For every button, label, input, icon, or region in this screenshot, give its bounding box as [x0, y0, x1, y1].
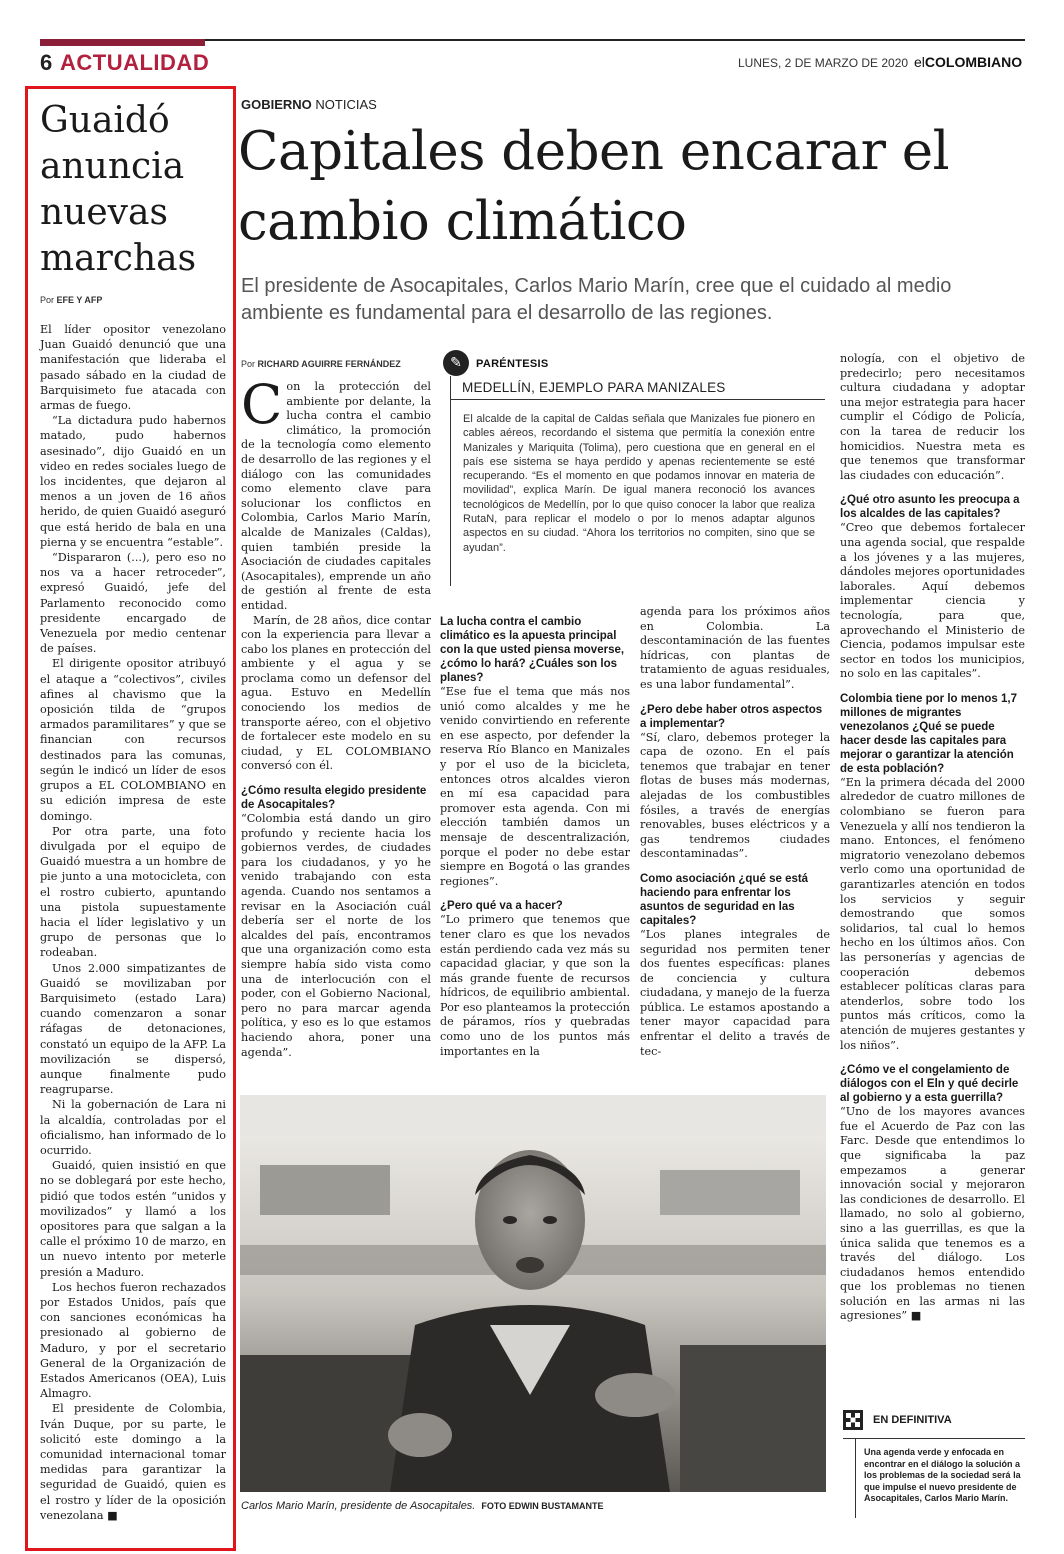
quill-icon: ✎ — [443, 350, 469, 376]
logo-name: COLOMBIANO — [924, 54, 1023, 70]
checker-icon-svg — [843, 1410, 863, 1430]
en-definitiva-rule — [843, 1438, 1025, 1439]
parentesis-body: El alcalde de la capital de Caldas señala que Manizales fue pionero en cables aéreos, recordando el sistema que permitía la conexión entre Manizales y Mariquita (Tolima), pero cuestiona que en general en el país ese sistema se haya perdido y apenas recientemente se esté recuperando. “Es el momento en que podamos innovar en materia de movilidad”, explica Marín. De igual manera reconoció los avances tecnológicos de Medellín, por lo que quiso conocer la labor que realiza RutaN, para replicar el modelo o por lo menos adaptar algunos aspectos en su ciudad. “Ahora los territorios no compiten, sino que se ayudan”. — [463, 413, 815, 554]
interview-question: ¿Cómo ve el congelamiento de diálogos con el Eln y qué decirle al gobierno y a esta guerrilla? — [840, 1064, 1019, 1105]
article-paragraph: “En la primera década del 2000 alrededor de cuatro millones de colombiano se fueron para Venezuela y allí nos tendieron la mano. Entonces, el fenómeno migratorio venezolano debemos verlo como una oportunidad de garantizarles atención en todos los servicios y seguir demostrando que somos solidarios, tal cual lo hemos hecho en los últimos años. Con las personerías y agencias de cooperación debemos establecer políticas claras para atenderlos, sobre todo los puntos más críticos, como la atención de mujeres gestantes y los niños”. — [840, 775, 1025, 1052]
sidebar-paragraph: El líder opositor venezolano Juan Guaidó denunció que una manifestación que lideraba el pasado sábado en la ciudad de Barquisimeto fue atacada con armas de fuego. — [40, 323, 226, 413]
photo-illustration — [240, 1095, 826, 1492]
article-kicker — [241, 97, 377, 112]
article-column-2 — [440, 605, 630, 1059]
en-definitiva-body: Una agenda verde y enfocada en encontrar en el diálogo la solución a los problemas de la sociedad será la que impulse el nuevo presidente de Asocapitales, Carlos Mario Marín. — [864, 1447, 1021, 1504]
byline-prefix: Por — [40, 295, 55, 305]
article-paragraph: “Creo que debemos fortalecer una agenda social, que respalde a los jóvenes y a las mujeres, dándoles mejores oportunidades laborales. Aquí debemos implementar ciencia y tecnología, para que, aprovechando el Ministerio de Ciencia, podamos impulsar este sector en todos los municipios, no solo en las capitales”. — [840, 521, 1025, 681]
sidebar-headline: Guaidó anuncia nuevas marchas — [40, 100, 197, 279]
interview-question: ¿Cómo resulta elegido presidente de Asocapitales? — [241, 785, 427, 812]
article-byline — [241, 359, 401, 369]
byline-name: EFE Y AFP — [56, 295, 103, 305]
sidebar-paragraph: El presidente de Colombia, Iván Duque, por su parte, le solicitó este domingo a la comunidad internacional tomar medidas para garantizar la seguridad de Guaidó, quien es el rostro y líder de la oposición venezolana ■ — [40, 1402, 226, 1522]
article-paragraph: “Colombia está dando un giro profundo y reciente hacia los gobiernos verdes, de ciudades para los ciudadanos, y yo he venido trabajando con esta agenda. Cuando nos sentamos a revisar en la Asociación cuál debería ser el norte de los alcaldes del país, encontramos que una organización como esta siempre había sido vista como una de interlocución con el poder, con el Gobierno Nacional, pero no para marcar agenda política, y eso es lo que estamos haciendo ahora, poner una agenda”. — [241, 812, 431, 1059]
interview-question: Colombia tiene por lo menos 1,7 millones de migrantes venezolanos ¿Qué se puede hacer desde las capitales para mejorar o garantizar la atención de esta población? — [840, 692, 1018, 775]
sidebar-paragraph: “La dictadura pudo habernos matado, pudo habernos asesinado”, dijo Guaidó en un video en redes sociales luego de los incidentes, que dejaron al menos a un joven de 16 años herido, de quien Guaidó aseguró que está herido de bala en una pierna y se encuentra “estable”. — [40, 414, 226, 549]
sidebar-paragraph: El dirigente opositor atribuyó el ataque a “colectivos”, civiles afines al chavismo que la oposición tilda de “grupos armados paramilitares” y que se financian con recursos destinados para las comunas, según le indicó un líder de esos grupos a EL COLOMBIANO en su edición impresa de este domingo. — [40, 657, 226, 823]
sidebar-paragraph: “Dispararon (...), pero eso no nos va a hacer retroceder”, expresó Guaidó, jefe del Parlamento reconocido como presidente encargado de Venezuela por medio centenar de países. — [40, 551, 226, 656]
interview-question: ¿Pero qué va a hacer? — [440, 900, 563, 913]
publication-date: LUNES, 2 DE MARZO DE 2020 — [738, 56, 909, 70]
article-paragraph: agenda para los próximos años en Colombia. La descontaminación de las fuentes hídricas, con plantas de tratamiento de aguas residuales, es una labor fundamental”. — [640, 605, 830, 691]
article-paragraph: “Sí, claro, debemos proteger la capa de ozono. En el país tenemos que trabajar en tener flotas de buses más modernas, alejadas de los combustibles fósiles, a través de energías renovables, buses eléctricos y a gas tendremos ciudades descontaminadas”. — [640, 730, 830, 861]
en-definitiva-side-rule — [855, 1438, 856, 1518]
sidebar-paragraph: Los hechos fueron rechazados por Estados Unidos, país que con sanciones económicas ha presionado al gobierno de Maduro, y por el secretario General de la Organización de Estados Americanos (OEA), Luis Almagro. — [40, 1280, 226, 1401]
parentesis-label: PARÉNTESIS — [476, 358, 549, 370]
page-number: 6 — [40, 50, 53, 75]
kicker-rest: NOTICIAS — [315, 97, 377, 112]
drop-cap: C — [241, 373, 283, 436]
article-column-4 — [840, 352, 1025, 1324]
sidebar-paragraph: Unos 2.000 simpatizantes de Guaidó se movilizaban por Barquisimeto (estado Lara) cuando comenzaron a sonar ráfagas de detonaciones, constató un equipo de la AFP. La movilización se dispersó, aunque finalmente pudo reagruparse. — [40, 961, 226, 1097]
article-paragraph: “Ese fue el tema que más nos unió como alcaldes y me he venido convirtiendo en referente en ese aspecto, por defender la reserva Río Blanco en Manizales y por el uso de la bicicleta, entonces otros alcaldes vieron en mí esa capacidad para promover esta agenda. Con mi elección también damos un mensaje de descentralización, porque el poder no debe estar siempre en Bogotá o las grandes regiones”. — [440, 685, 630, 888]
article-headline: Capitales deben encarar el cambio climático — [238, 121, 950, 252]
article-paragraph: “Uno de los mayores avances fue el Acuerdo de Paz con las Farc. Desde que entendimos lo que significaba la paz empezamos a generar innovación social y mejoraron las condiciones de desarrollo. El llamado, no solo al gobierno, sino a las guerrillas, es que la única salida que tenemos es a través del diálogo. Los ciudadanos hemos entendido que los problemas no tienen solución en las armas ni las agresiones” ■ — [840, 1105, 1025, 1323]
checker-icon — [843, 1410, 863, 1430]
sidebar-paragraph: Por otra parte, una foto divulgada por el equipo de Guaidó muestra a un hombre de pie junto a una motocicleta, con el rostro cubierto, apuntando una pistola supuestamente hacia el líder legislativo y un grupo de personas que lo rodeaban. — [40, 824, 226, 960]
sidebar-paragraph: Guaidó, quien insistió en que no se doblegará por este hecho, pidió que todos estén “unidos y movilizados” y llamó a los opositores para que salgan a la calle el próximo 10 de marzo, en un nuevo intento por meterle presión a Maduro. — [40, 1159, 226, 1279]
article-paragraph: nología, con el objetivo de predecirlo; pero necesitamos cultura ciudadana y adoptar una mejor estrategia para hacer cumplir el Código de Policía, con la tarea de reducir los homicidios. Nuestra meta es que tenemos que transformar las ciudades con educación”. — [840, 352, 1025, 482]
sidebar-body — [40, 322, 226, 1523]
sidebar-byline — [40, 295, 102, 305]
article-deck: El presidente de Asocapitales, Carlos Mario Marín, cree que el cuidado al medio ambiente es fundamental para el desarrollo de las regiones. — [241, 275, 952, 324]
sidebar-paragraph: Ni la gobernación de Lara ni la alcaldía, controladas por el oficialismo, han informado de lo ocurrido. — [40, 1098, 226, 1157]
en-definitiva-label: EN DEFINITIVA — [873, 1414, 952, 1426]
interview-question: ¿Qué otro asunto les preocupa a los alcaldes de las capitales? — [840, 494, 1020, 521]
newspaper-logo — [914, 54, 1022, 70]
article-photo — [240, 1095, 826, 1492]
section-name: ACTUALIDAD — [60, 50, 210, 75]
byline-name: RICHARD AGUIRRE FERNÁNDEZ — [257, 359, 401, 369]
kicker-bold: GOBIERNO — [241, 97, 312, 112]
caption-text: Carlos Mario Marín, presidente de Asocapitales. — [241, 1500, 476, 1512]
interview-question: La lucha contra el cambio climático es la apuesta principal con la que usted piensa moverse, ¿cómo lo hará? ¿Cuáles son los planes? — [440, 616, 625, 684]
lead-text: on la protección del ambiente por delante, la lucha contra el cambio climático, la promoción de la tecnología como elemento de desarrollo de las regiones y el diálogo con las comunidades como elemento clave para solucionar los conflictos en Colombia, Carlos Mario Marín, alcalde de Manizales (Caldas), quien también preside la Asociación de ciudades capitales (Asocapitales), emprende un año de gestión al frente de esta entidad. — [241, 380, 431, 612]
article-paragraph: “Los planes integrales de seguridad nos permiten tener dos fuentes específicas: planes de conciencia y cultura ciudadana, y manejo de la fuerza pública. Le estamos apostando a tener mayor capacidad para enfrentar el delito a través de tec- — [640, 927, 830, 1058]
article-column-1 — [241, 373, 431, 1060]
parentesis-rule — [450, 399, 825, 400]
parentesis-subtitle: MEDELLÍN, EJEMPLO PARA MANIZALES — [462, 380, 726, 395]
interview-question: Como asociación ¿qué se está haciendo para enfrentar los asuntos de seguridad en las capitales? — [640, 872, 809, 927]
article-column-3 — [640, 605, 830, 1059]
byline-prefix: Por — [241, 359, 256, 369]
photo-credit: FOTO EDWIN BUSTAMANTE — [481, 1501, 604, 1511]
article-paragraph: “Lo primero que tenemos que tener claro es que los nevados están perdiendo cada vez más su capacidad glaciar, y que son la más grande fuente de recursos hídricos, de equilibrio ambiental. Por eso planteamos la protección de páramos, ríos y quebradas como uno de los puntos más importantes en la — [440, 913, 630, 1058]
logo-prefix: el — [914, 54, 925, 70]
interview-question: ¿Pero debe haber otros aspectos a implementar? — [640, 703, 823, 730]
article-paragraph — [241, 373, 431, 614]
section-accent-bar — [40, 39, 205, 46]
article-paragraph: Marín, de 28 años, dice contar con la experiencia para llevar a cabo los planes en protección del ambiente y el agua y se proclama como un defensor del agua. Estuvo en Medellín conociendo los medios de transporte aéreo, con el objetivo de fortalecer este modelo en su ciudad, y EL COLOMBIANO conversó con él. — [241, 613, 431, 773]
photo-caption — [241, 1500, 604, 1512]
parentesis-side-rule — [450, 376, 451, 586]
